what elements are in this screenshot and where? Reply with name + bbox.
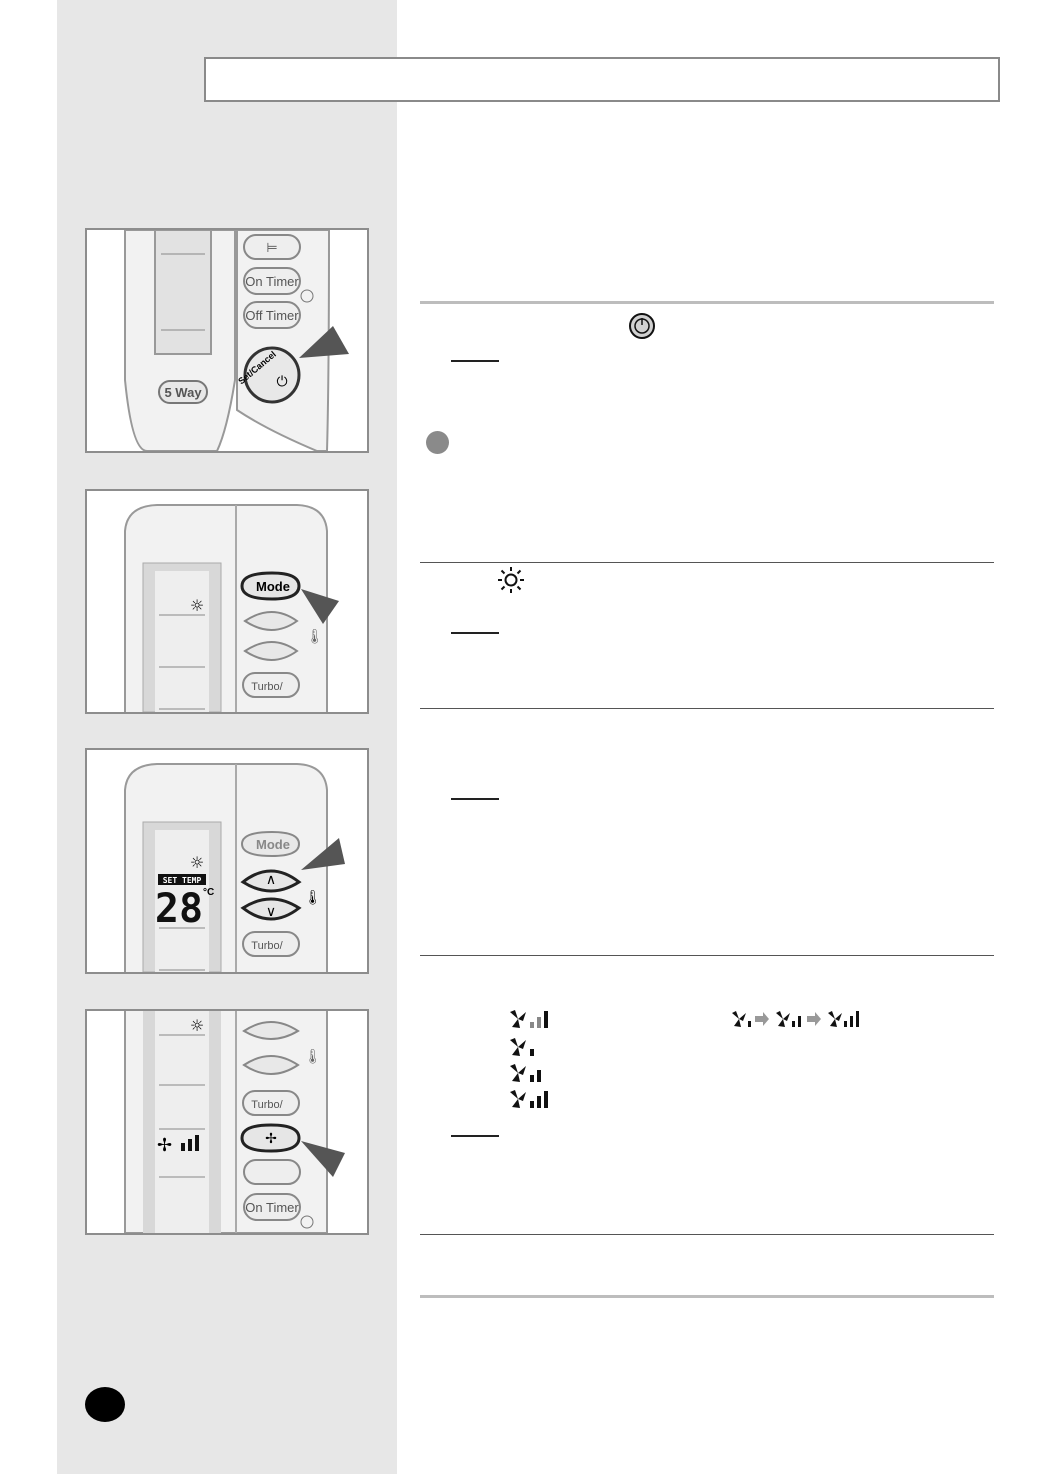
illustration-mode-button — [85, 489, 369, 714]
turbo-label: Turbo/ — [251, 1099, 283, 1111]
illustration-power-button — [85, 228, 369, 453]
temperature-unit: °C — [203, 887, 215, 898]
section-title-box — [204, 57, 1000, 102]
mode-label: Mode — [256, 579, 290, 594]
swing-button[interactable] — [244, 1160, 300, 1184]
fan-speed-high-icon — [508, 1088, 550, 1110]
illustration-temperature-buttons — [85, 748, 369, 974]
sun-icon: ☼ — [189, 596, 205, 615]
set-temp-label: SET TEMP — [162, 876, 202, 885]
sun-icon: ☼ — [189, 853, 205, 872]
note-marker — [451, 1135, 499, 1137]
note-marker — [451, 360, 499, 362]
thermometer-icon: 🌡 — [304, 890, 322, 906]
sun-icon: ☼ — [189, 1016, 205, 1035]
off-timer-label: Off Timer — [245, 308, 299, 323]
thermometer-icon: 🌡 — [304, 1049, 322, 1065]
sun-icon — [497, 566, 525, 594]
on-timer-label: On Timer — [245, 274, 299, 289]
mode-label: Mode — [256, 837, 290, 852]
fan-speed-medium-icon — [508, 1062, 550, 1084]
step-divider — [420, 1234, 994, 1235]
five-way-label: 5 Way — [164, 385, 202, 400]
fan-icon: ✢ — [265, 1131, 277, 1147]
up-arrow-icon: ∧ — [265, 872, 277, 888]
on-timer-label: On Timer — [245, 1200, 299, 1215]
illustration-fan-speed-button — [85, 1009, 369, 1235]
fan-speed-low-icon — [508, 1036, 550, 1058]
fan-speed-auto-icon — [508, 1008, 550, 1030]
temperature-readout: 28 — [154, 886, 204, 932]
turbo-label: Turbo/ — [251, 940, 283, 952]
page-number-badge — [85, 1387, 125, 1422]
note-marker — [451, 632, 499, 634]
step-divider — [420, 708, 994, 709]
down-arrow-icon: ∨ — [265, 904, 277, 920]
swing-icon: ⊨ — [266, 240, 278, 255]
section-divider — [420, 301, 994, 304]
fan-speed-cycle-icon — [730, 1008, 866, 1030]
step-divider — [420, 562, 994, 563]
power-icon: ⏻ — [276, 374, 288, 390]
svg-text:✢: ✢ — [157, 1135, 173, 1156]
left-band — [57, 0, 397, 1474]
bullet-marker — [426, 431, 449, 454]
section-divider — [420, 1295, 994, 1298]
set-cancel-label: Set/Cancel — [236, 349, 278, 387]
note-marker — [451, 798, 499, 800]
thermometer-icon: 🌡 — [306, 629, 324, 645]
step-divider — [420, 955, 994, 956]
set-cancel-power-icon — [628, 312, 656, 340]
turbo-label: Turbo/ — [251, 681, 283, 693]
